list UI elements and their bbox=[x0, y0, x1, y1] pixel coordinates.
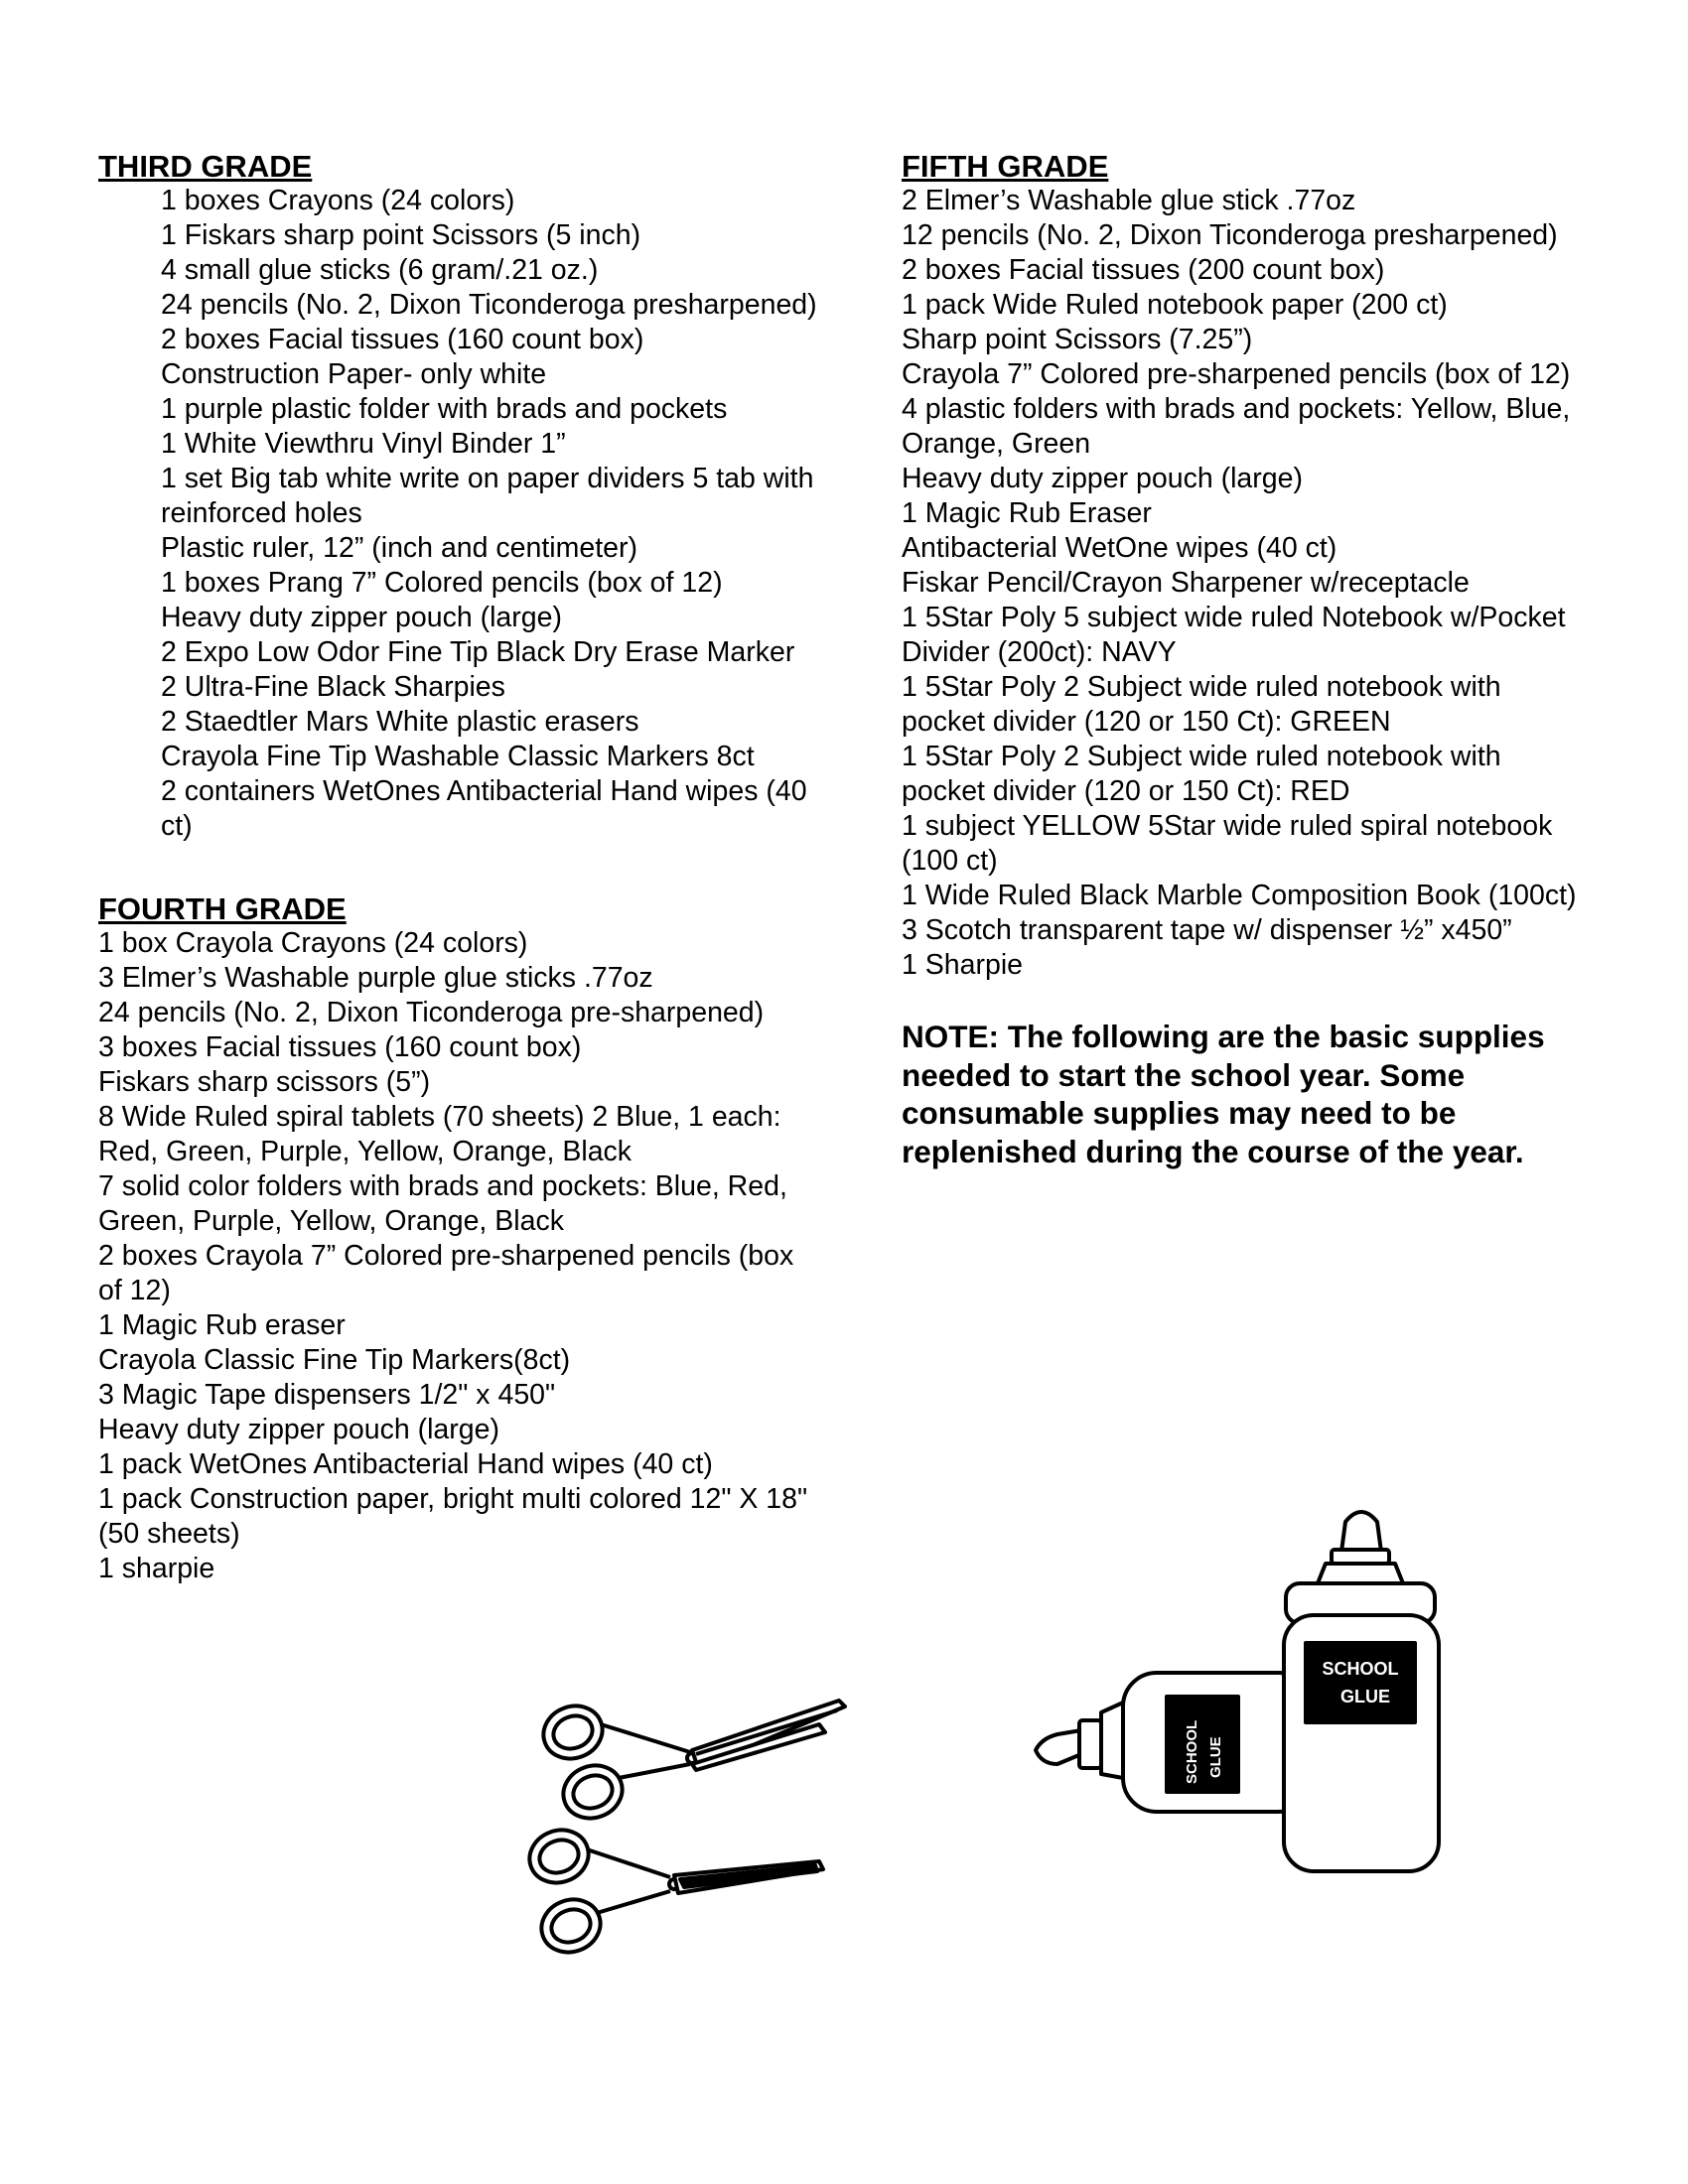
list-item: 1 Sharpie bbox=[902, 949, 1024, 981]
fifth-grade-heading: FIFTH GRADE bbox=[902, 149, 1109, 184]
list-item: 7 solid color folders with brads and pockets: Blue, Red, Green, Purple, Yellow, Orange, Black bbox=[98, 1170, 787, 1237]
list-item: 1 Magic Rub eraser bbox=[98, 1309, 346, 1341]
list-item: 2 Expo Low Odor Fine Tip Black Dry Erase Marker bbox=[161, 636, 795, 668]
glue-side-label-line2: GLUE bbox=[1207, 1736, 1224, 1778]
list-item: 2 boxes Facial tissues (160 count box) bbox=[161, 324, 644, 355]
list-item: Fiskar Pencil/Crayon Sharpener w/receptacle bbox=[902, 567, 1470, 599]
left-column bbox=[98, 149, 823, 1586]
third-grade-heading: THIRD GRADE bbox=[98, 149, 313, 184]
list-item: Crayola Classic Fine Tip Markers(8ct) bbox=[98, 1344, 571, 1376]
list-item: 4 plastic folders with brads and pockets: Yellow, Blue, Orange, Green bbox=[902, 393, 1571, 460]
list-item: Crayola Fine Tip Washable Classic Markers 8ct bbox=[161, 741, 755, 772]
list-item: Heavy duty zipper pouch (large) bbox=[161, 602, 562, 633]
list-item: 1 purple plastic folder with brads and pockets bbox=[161, 393, 728, 425]
list-item: 1 boxes Prang 7” Colored pencils (box of 12) bbox=[161, 567, 723, 599]
list-item: Crayola 7” Colored pre-sharpened pencils (box of 12) bbox=[902, 358, 1571, 390]
list-item: 1 pack Wide Ruled notebook paper (200 ct) bbox=[902, 289, 1448, 321]
list-item: 1 boxes Crayons (24 colors) bbox=[161, 185, 515, 216]
list-item: Heavy duty zipper pouch (large) bbox=[902, 463, 1303, 494]
list-item: 3 Magic Tape dispensers 1/2" x 450" bbox=[98, 1379, 556, 1411]
list-item: 2 Elmer’s Washable glue stick .77oz bbox=[902, 185, 1356, 216]
list-item: Antibacterial WetOne wipes (40 ct) bbox=[902, 532, 1337, 564]
list-item: 3 Scotch transparent tape w/ dispenser ½” x450” bbox=[902, 914, 1512, 946]
supplies-note: NOTE: The following are the basic supplies needed to start the school year. Some consumable supplies may need to be replenished during the course of the year. bbox=[902, 1019, 1545, 1169]
list-item: 12 pencils (No. 2, Dixon Ticonderoga presharpened) bbox=[902, 219, 1558, 251]
fifth-grade-list bbox=[902, 184, 1577, 983]
list-item: 3 Elmer’s Washable purple glue sticks .77oz bbox=[98, 962, 653, 994]
list-item: 1 5Star Poly 2 Subject wide ruled notebook with pocket divider (120 or 150 Ct): GREEN bbox=[902, 671, 1501, 738]
glue-front-label-line2: GLUE bbox=[1339, 1687, 1391, 1706]
fourth-grade-heading: FOURTH GRADE bbox=[98, 891, 347, 926]
third-grade-list bbox=[98, 184, 823, 844]
list-item: 1 subject YELLOW 5Star wide ruled spiral notebook (100 ct) bbox=[902, 810, 1553, 877]
fourth-grade-list bbox=[98, 926, 823, 1586]
glue-front-label-line1: SCHOOL bbox=[1322, 1659, 1399, 1679]
glue-bottle-icon bbox=[1028, 1504, 1455, 1901]
list-item: 4 small glue sticks (6 gram/.21 oz.) bbox=[161, 254, 599, 286]
list-item: Sharp point Scissors (7.25”) bbox=[902, 324, 1253, 355]
list-item: 8 Wide Ruled spiral tablets (70 sheets) 2 Blue, 1 each: Red, Green, Purple, Yellow, Orange, Black bbox=[98, 1101, 781, 1167]
list-item: 2 Ultra-Fine Black Sharpies bbox=[161, 671, 505, 703]
list-item: 1 pack Construction paper, bright multi colored 12" X 18" (50 sheets) bbox=[98, 1483, 808, 1550]
list-item: 1 box Crayola Crayons (24 colors) bbox=[98, 927, 528, 959]
list-item: 1 Wide Ruled Black Marble Composition Book (100ct) bbox=[902, 880, 1577, 911]
scissors-icon bbox=[521, 1673, 859, 1971]
list-item: Fiskars sharp scissors (5”) bbox=[98, 1066, 431, 1098]
list-item: 1 5Star Poly 2 Subject wide ruled notebook with pocket divider (120 or 150 Ct): RED bbox=[902, 741, 1501, 807]
list-item: 24 pencils (No. 2, Dixon Ticonderoga pre-sharpened) bbox=[98, 997, 765, 1028]
list-item: 2 containers WetOnes Antibacterial Hand wipes (40 ct) bbox=[161, 775, 807, 842]
list-item: 1 White Viewthru Vinyl Binder 1” bbox=[161, 428, 566, 460]
list-item: Heavy duty zipper pouch (large) bbox=[98, 1414, 499, 1445]
list-item: 1 sharpie bbox=[98, 1553, 215, 1584]
list-item: 2 Staedtler Mars White plastic erasers bbox=[161, 706, 639, 738]
list-item: 1 5Star Poly 5 subject wide ruled Notebook w/Pocket Divider (200ct): NAVY bbox=[902, 602, 1566, 668]
list-item: 1 pack WetOnes Antibacterial Hand wipes (40 ct) bbox=[98, 1448, 713, 1480]
list-item: 2 boxes Facial tissues (200 count box) bbox=[902, 254, 1385, 286]
list-item: 1 set Big tab white write on paper dividers 5 tab with reinforced holes bbox=[161, 463, 814, 529]
list-item: 1 Fiskars sharp point Scissors (5 inch) bbox=[161, 219, 641, 251]
glue-side-label-line1: SCHOOL bbox=[1184, 1719, 1200, 1784]
list-item: 2 boxes Crayola 7” Colored pre-sharpened pencils (box of 12) bbox=[98, 1240, 794, 1306]
list-item: Plastic ruler, 12” (inch and centimeter) bbox=[161, 532, 637, 564]
right-column bbox=[902, 149, 1577, 1202]
list-item: 3 boxes Facial tissues (160 count box) bbox=[98, 1031, 582, 1063]
list-item: Construction Paper- only white bbox=[161, 358, 547, 390]
list-item: 1 Magic Rub Eraser bbox=[902, 497, 1152, 529]
list-item: 24 pencils (No. 2, Dixon Ticonderoga presharpened) bbox=[161, 289, 817, 321]
